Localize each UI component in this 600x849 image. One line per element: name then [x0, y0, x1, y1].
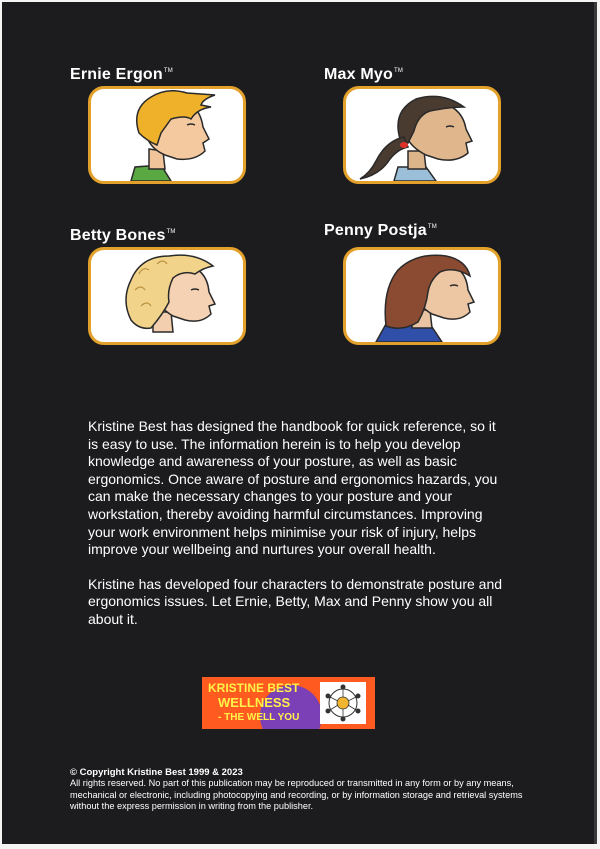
ernie-illustration — [91, 89, 243, 181]
logo-emblem-icon — [320, 682, 366, 724]
betty-illustration — [91, 250, 243, 342]
copyright-heading: © Copyright Kristine Best 1999 & 2023 — [70, 767, 243, 778]
trademark-mark: TM — [166, 229, 176, 235]
trademark-mark: TM — [427, 224, 437, 230]
character-name-text: Penny Postja — [324, 222, 427, 239]
logo-line-3: - THE WELL YOU — [218, 712, 300, 723]
character-name-text: Betty Bones — [70, 227, 166, 244]
trademark-mark: TM — [163, 68, 173, 74]
character-name-max — [324, 66, 403, 84]
logo-line-1: KRISTINE BEST — [208, 681, 300, 695]
copyright-text: All rights reserved. No part of this publication may be reproduced or transmitted in any form or by any means, mechanical or electronic, including photocopying and recording, or by information storage and retrieval systems without the express permission in writing from the publisher. — [70, 778, 523, 812]
description-paragraph-1: Kristine Best has designed the handbook for quick reference, so it is easy to use. The information herein is to help you develop knowledge and awareness of your posture, as well as basic ergonomics. Once aware of posture and ergonomics hazards, you can make the necessary changes to your posture and your workstation, thereby avoiding harmful circumstances. Improving your work environment helps minimise your risk of injury, helps improve your wellbeing and nurtures your overall health. — [88, 418, 498, 558]
character-name-ernie — [70, 66, 173, 84]
portrait-penny — [343, 247, 501, 345]
trademark-mark: TM — [393, 68, 404, 74]
description-text — [88, 418, 508, 646]
portrait-betty — [88, 247, 246, 345]
max-illustration — [346, 89, 498, 181]
character-name-text: Ernie Ergon — [70, 66, 163, 83]
logo-line-2: WELLNESS — [218, 695, 291, 710]
character-name-text: Max Myo — [324, 66, 393, 83]
kristine-best-wellness-logo — [202, 677, 375, 729]
penny-illustration — [346, 250, 498, 342]
portrait-ernie — [88, 86, 246, 184]
character-name-penny — [324, 222, 437, 240]
portrait-max — [343, 86, 501, 184]
description-paragraph-2: Kristine has developed four characters to demonstrate posture and ergonomics issues. Let Ernie, Betty, Max and Penny show you all about it. — [88, 575, 503, 627]
copyright-notice — [70, 767, 540, 813]
character-name-betty — [70, 227, 176, 245]
